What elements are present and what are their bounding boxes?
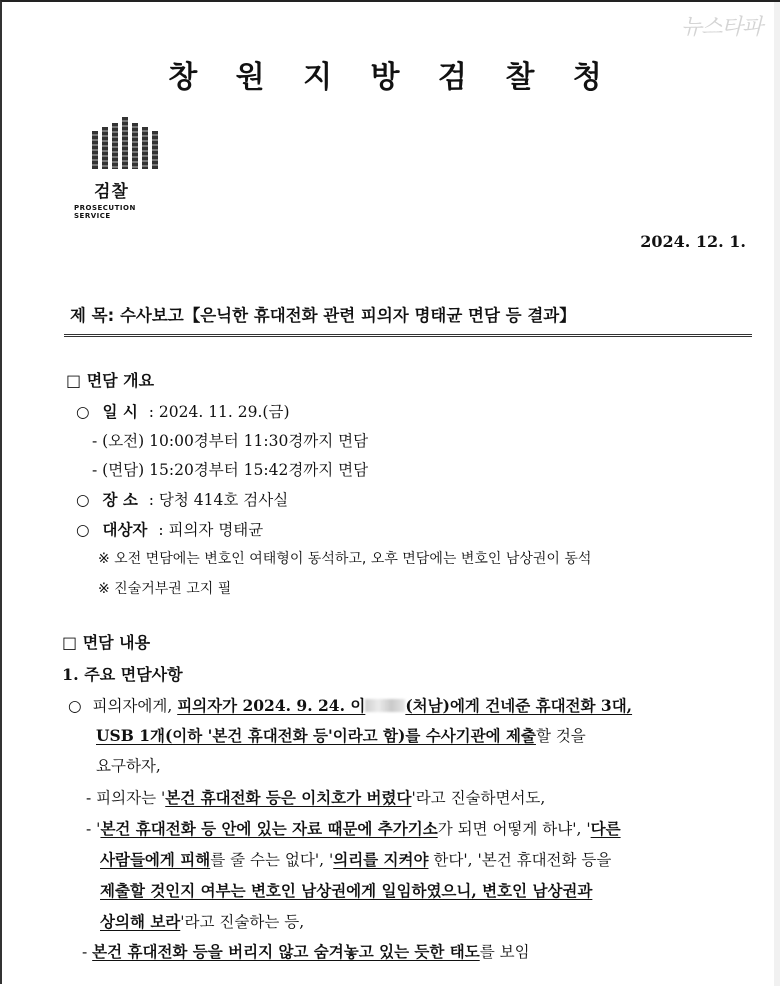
logo-text: 검찰 [94,182,129,202]
text-span: - [82,943,93,961]
text-span: 피의자에게, [92,697,173,715]
bullet-circle: ○ [76,521,90,539]
para-line-4 [86,786,545,808]
logo-bars-icon [92,117,174,169]
place-label: 장 소 [102,490,138,509]
para-line-8 [100,910,304,932]
text-span: '라고 진술하면서도, [411,789,546,807]
document-date: 2024. 12. 1. [640,232,746,251]
para-line-9 [82,940,530,962]
logo-subtitle: PROSECUTION SERVICE [74,204,136,220]
underlined-span: 본건 휴대전화 등을 버리지 않고 숨겨놓고 있는 듯한 태도 [92,942,480,961]
session-pm: - (면담) 15:20경부터 15:42경까지 면담 [92,461,369,479]
underlined-span: 다른 [590,819,621,838]
underlined-span: 상의해 보라 [100,912,181,931]
text-span: '라고 진술하는 등, [180,913,305,931]
scan-edge [774,2,780,986]
underlined-span: USB 1개(이하 '본건 휴대전화 등'이라고 함)를 수사기관에 제출 [96,726,536,745]
date-label: 일 시 [102,402,138,421]
bullet-circle: ○ [68,697,82,715]
content-subheading: 1. 주요 면담사항 [62,665,183,684]
place-value: : 당청 414호 검사실 [148,491,289,509]
overview-heading: □ 면담 개요 [66,371,155,390]
para-line-7: 제출할 것인지 여부는 변호인 남상권에게 일임하였으니, 변호인 남상권과 [100,881,593,900]
overview-place-row [76,488,288,510]
para-line-2 [96,724,586,746]
underlined-span: 본건 휴대전화 등은 이치호가 버렸다 [165,788,412,807]
prosecution-logo [74,117,174,220]
para-line-3: 요구하자, [96,757,161,775]
para-line-6 [100,848,611,870]
note-right-silence: ※ 진술거부권 고지 필 [98,581,232,597]
text-span: - ' [86,820,101,838]
text-span: - 피의자는 ' [86,789,166,807]
text-span: 할 것을 [535,727,586,745]
session-am: - (오전) 10:00경부터 11:30경까지 면담 [92,432,369,450]
underlined-span: (처남)에게 건네준 휴대전화 3대, [405,696,633,715]
underlined-span: 본건 휴대전화 등 안에 있는 자료 때문에 추가기소 [100,819,438,838]
agency-title: 창 원 지 방 검 찰 청 [168,60,616,95]
underlined-span: 의리를 지켜야 [333,850,429,869]
date-value: : 2024. 11. 29.(금) [148,403,290,421]
subject-rule [64,334,752,337]
para-line-5 [86,817,621,839]
target-value: : 피의자 명태균 [158,521,264,539]
underlined-span: 피의자가 2024. 9. 24. 이 [177,696,366,715]
watermark: 뉴스타파 [680,15,762,40]
underlined-span: 사람들에게 피해 [100,850,211,869]
text-span: 가 되면 어떻게 하냐', ' [437,820,591,838]
text-span: 를 보임 [479,943,530,961]
target-label: 대상자 [102,520,148,539]
text-span: 를 줄 수는 없다', ' [210,851,334,869]
content-heading: □ 면담 내용 [62,633,151,652]
subject-line: 제 목: 수사보고【은닉한 휴대전화 관련 피의자 명태균 면담 등 결과】 [70,306,576,325]
text-span: 한다', '본건 휴대전화 등을 [428,851,612,869]
overview-date-row [76,400,290,422]
bullet-circle: ○ [76,403,90,421]
note-attorney: ※ 오전 면담에는 변호인 여태형이 동석하고, 오후 면담에는 변호인 남상권이 동석 [98,551,592,567]
para-line-1 [68,694,632,716]
redacted-name [365,699,405,712]
bullet-circle: ○ [76,491,90,509]
overview-target-row [76,518,263,540]
